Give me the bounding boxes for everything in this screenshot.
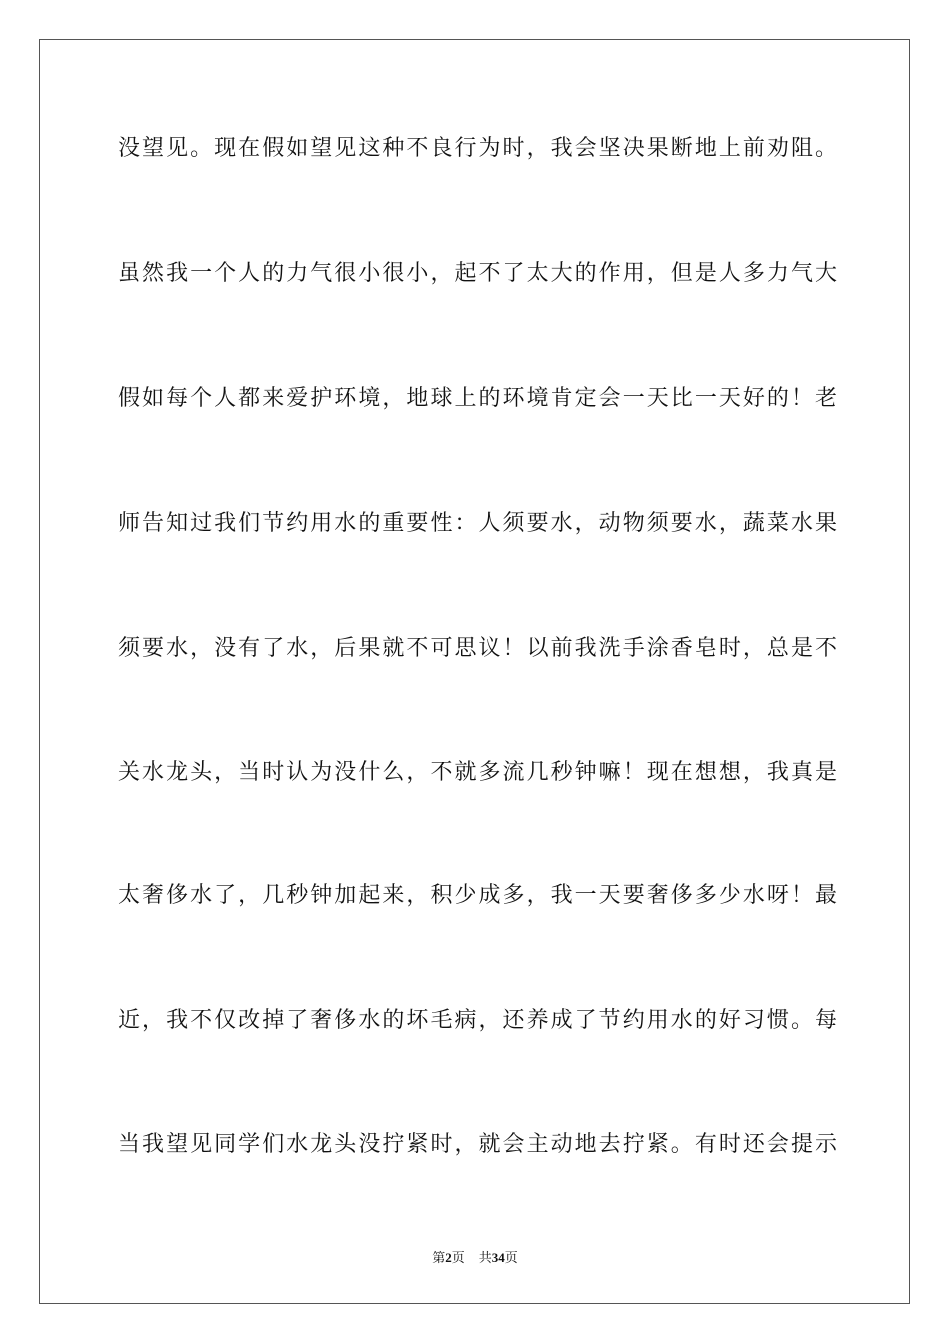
body-text-line-6: 关水龙头，当时认为没什么，不就多流几秒钟嘛！现在想想，我真是	[118, 760, 838, 785]
body-text-line-4: 师告知过我们节约用水的重要性：人须要水，动物须要水，蔬菜水果	[118, 511, 838, 536]
body-text-line-3: 假如每个人都来爱护环境，地球上的环境肯定会一天比一天好的！老	[118, 386, 838, 411]
page-footer	[0, 1247, 950, 1266]
page-number-suffix: 页	[451, 1251, 465, 1266]
page-number: 2	[445, 1250, 452, 1265]
body-text-line-9: 当我望见同学们水龙头没拧紧时，就会主动地去拧紧。有时还会提示	[118, 1132, 838, 1157]
body-text-line-1: 没望见。现在假如望见这种不良行为时，我会坚决果断地上前劝阻。	[118, 136, 838, 161]
total-pages-suffix: 页	[504, 1251, 518, 1266]
page-frame	[39, 39, 910, 1304]
page-number-prefix: 第	[432, 1251, 446, 1266]
body-text-line-8: 近，我不仅改掉了奢侈水的坏毛病，还养成了节约用水的好习惯。每	[118, 1008, 838, 1033]
body-text-line-7: 太奢侈水了，几秒钟加起来，积少成多，我一天要奢侈多少水呀！最	[118, 883, 838, 908]
total-pages: 34	[491, 1250, 505, 1265]
body-text-line-5: 须要水，没有了水，后果就不可思议！以前我洗手涂香皂时，总是不	[118, 636, 838, 661]
body-text-line-2: 虽然我一个人的力气很小很小，起不了太大的作用，但是人多力气大	[118, 261, 838, 286]
total-pages-prefix: 共	[478, 1251, 492, 1266]
